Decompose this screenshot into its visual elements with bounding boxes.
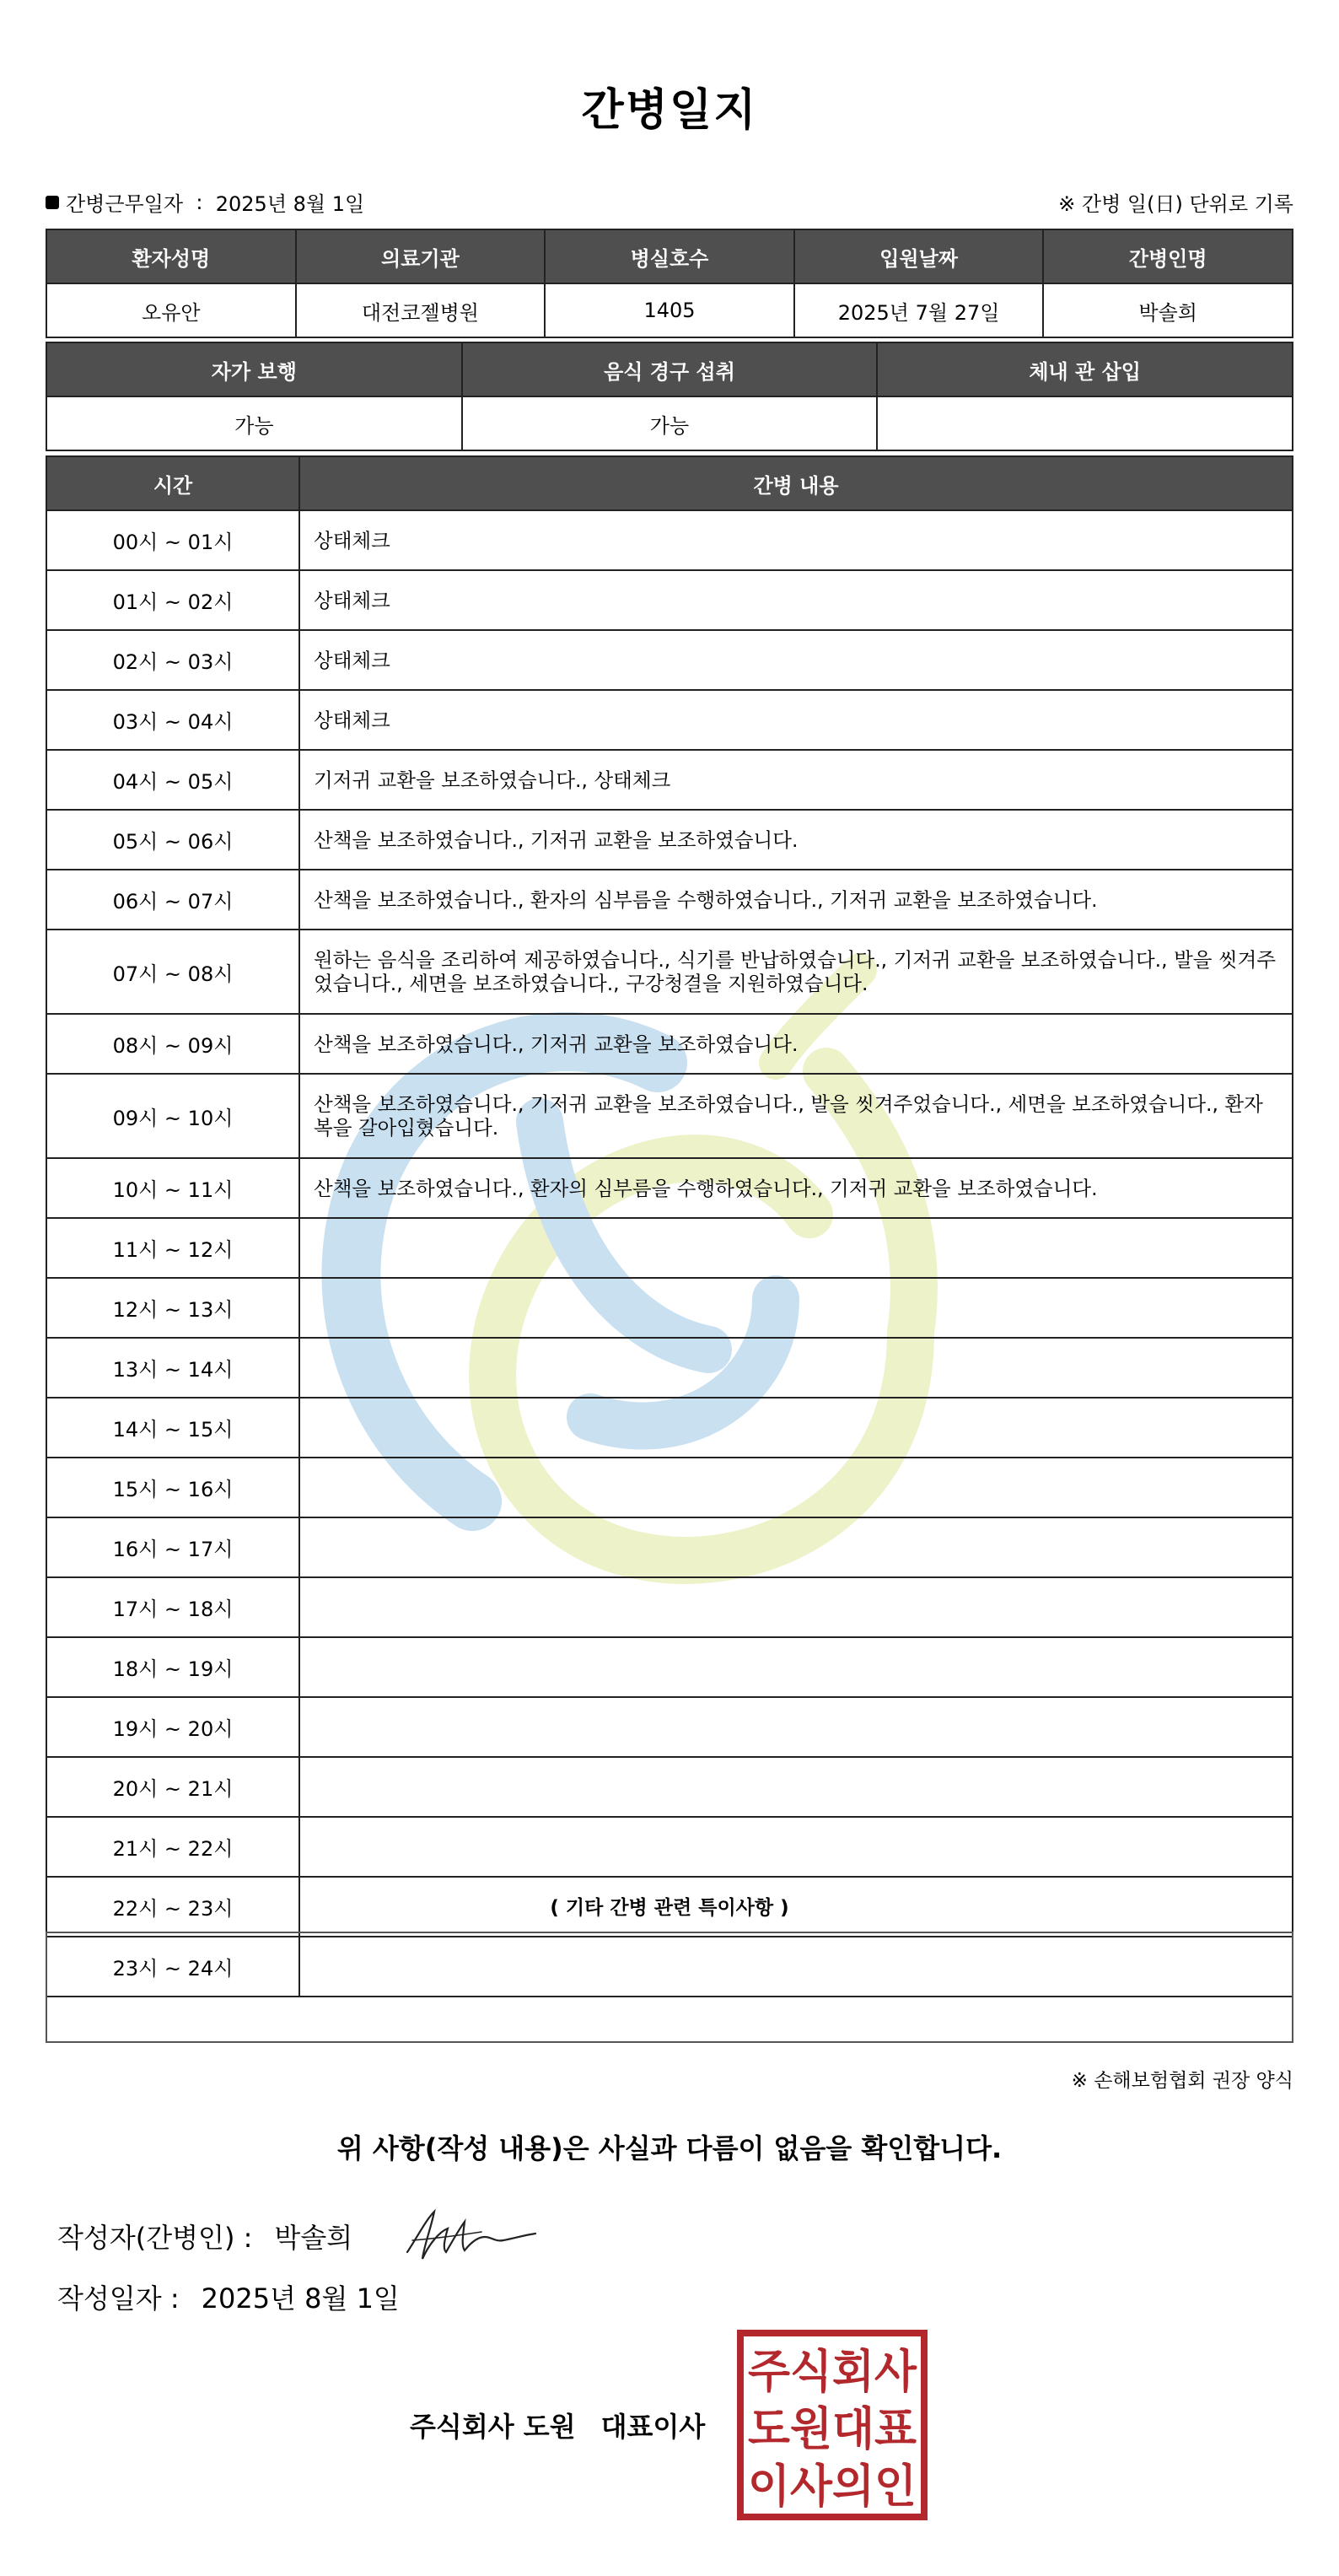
schedule-content — [299, 1517, 1293, 1577]
signature-image — [401, 2203, 544, 2267]
schedule-row — [46, 1697, 1293, 1757]
self-walking-value: 가능 — [46, 396, 462, 450]
schedule-time: 10시 ~ 11시 — [46, 1158, 299, 1218]
schedule-body — [46, 510, 1293, 1997]
schedule-time: 00시 ~ 01시 — [46, 510, 299, 570]
schedule-content — [299, 1218, 1293, 1278]
oral-intake-value: 가능 — [462, 396, 878, 450]
company-seal — [737, 2330, 928, 2520]
schedule-content — [299, 1757, 1293, 1817]
schedule-time: 22시 ~ 23시 — [46, 1877, 299, 1937]
recommend-note: ※ 손해보험협회 권장 양식 — [1071, 2070, 1293, 2092]
schedule-header-row — [46, 456, 1293, 510]
schedule-content: 기저귀 교환을 보조하였습니다., 상태체크 — [299, 750, 1293, 810]
schedule-row — [46, 1577, 1293, 1637]
schedule-row — [46, 1158, 1293, 1218]
work-date-label: 간병근무일자 — [66, 192, 184, 216]
caregiver-name: 박솔희 — [1043, 283, 1293, 337]
written-date-line — [57, 2277, 400, 2316]
confirm-statement: 위 사항(작성 내용)은 사실과 다름이 없음을 확인합니다. — [336, 2132, 1003, 2164]
header-tube-insertion: 체내 관 삽입 — [877, 342, 1293, 396]
schedule-time: 02시 ~ 03시 — [46, 630, 299, 690]
author-line — [57, 2217, 352, 2255]
schedule-content — [299, 1697, 1293, 1757]
schedule-row — [46, 570, 1293, 630]
schedule-row — [46, 930, 1293, 1014]
patient-info-table — [46, 229, 1293, 338]
work-date-value: 2025년 8월 1일 — [215, 192, 365, 216]
schedule-row — [46, 1338, 1293, 1398]
schedule-content: 상태체크 — [299, 510, 1293, 570]
schedule-time: 15시 ~ 16시 — [46, 1458, 299, 1517]
schedule-row — [46, 870, 1293, 930]
ability-value-row — [46, 396, 1293, 450]
schedule-time: 01시 ~ 02시 — [46, 570, 299, 630]
work-date-sep: : — [196, 190, 203, 214]
tube-insertion-value — [877, 396, 1293, 450]
patient-header-row — [46, 229, 1293, 283]
schedule-time: 06시 ~ 07시 — [46, 870, 299, 930]
seal-line: 이사의인 — [748, 2460, 917, 2513]
admission-date: 2025년 7월 27일 — [794, 283, 1044, 337]
company-line — [410, 2406, 705, 2444]
schedule-row — [46, 1757, 1293, 1817]
company-name: 주식회사 도원 — [410, 2411, 576, 2443]
schedule-time: 07시 ~ 08시 — [46, 930, 299, 1014]
ability-header-row — [46, 342, 1293, 396]
written-date-value: 2025년 8월 1일 — [201, 2282, 400, 2315]
schedule-row — [46, 1218, 1293, 1278]
schedule-row — [46, 1458, 1293, 1517]
schedule-content: 상태체크 — [299, 690, 1293, 750]
schedule-time: 17시 ~ 18시 — [46, 1577, 299, 1637]
schedule-time: 18시 ~ 19시 — [46, 1637, 299, 1697]
schedule-content: 상태체크 — [299, 630, 1293, 690]
schedule-time: 08시 ~ 09시 — [46, 1014, 299, 1074]
author-name: 박솔희 — [274, 2222, 353, 2254]
schedule-time: 11시 ~ 12시 — [46, 1218, 299, 1278]
schedule-row — [46, 690, 1293, 750]
schedule-content — [299, 1577, 1293, 1637]
care-schedule-table — [46, 455, 1293, 1997]
schedule-content — [299, 1817, 1293, 1877]
header-oral-intake: 음식 경구 섭취 — [462, 342, 878, 396]
schedule-content: 산책을 보조하였습니다., 환자의 심부름을 수행하였습니다., 기저귀 교환을 보조하였습니다. — [299, 870, 1293, 930]
schedule-row — [46, 1517, 1293, 1577]
schedule-time: 19시 ~ 20시 — [46, 1697, 299, 1757]
header-patient-name: 환자성명 — [46, 229, 296, 283]
schedule-time: 21시 ~ 22시 — [46, 1817, 299, 1877]
schedule-time: 14시 ~ 15시 — [46, 1398, 299, 1458]
record-note: ※ 간병 일(日) 단위로 기록 — [1058, 192, 1293, 216]
header-admission-date: 입원날짜 — [794, 229, 1044, 283]
schedule-content — [299, 1398, 1293, 1458]
schedule-content — [299, 1338, 1293, 1398]
seal-line: 도원대표 — [748, 2402, 917, 2455]
schedule-time: 16시 ~ 17시 — [46, 1517, 299, 1577]
schedule-time: 12시 ~ 13시 — [46, 1278, 299, 1338]
patient-value-row — [46, 283, 1293, 337]
hospital-name: 대전코젤병원 — [296, 283, 546, 337]
page-title: 간병일지 — [581, 85, 758, 136]
seal-line: 주식회사 — [748, 2345, 917, 2398]
schedule-content: 상태체크 — [299, 570, 1293, 630]
company-title: 대표이사 — [600, 2411, 706, 2443]
schedule-time: 03시 ~ 04시 — [46, 690, 299, 750]
header-hospital: 의료기관 — [296, 229, 546, 283]
author-label: 작성자(간병인) : — [57, 2222, 253, 2254]
patient-name: 오유안 — [46, 283, 296, 337]
schedule-content — [299, 1637, 1293, 1697]
schedule-row — [46, 510, 1293, 570]
notes-box — [46, 1932, 1293, 2043]
header-care-content: 간병 내용 — [299, 456, 1293, 510]
schedule-content — [299, 1278, 1293, 1338]
notes-title: ( 기타 간병 관련 특이사항 ) — [550, 1897, 789, 1919]
schedule-row — [46, 630, 1293, 690]
schedule-row — [46, 1278, 1293, 1338]
schedule-row — [46, 750, 1293, 810]
schedule-row — [46, 810, 1293, 870]
header-self-walking: 자가 보행 — [46, 342, 462, 396]
schedule-row — [46, 1637, 1293, 1697]
room-number: 1405 — [545, 283, 794, 337]
ability-table — [46, 342, 1293, 451]
schedule-row — [46, 1398, 1293, 1458]
work-date-line — [46, 187, 364, 217]
schedule-time: 23시 ~ 24시 — [46, 1937, 299, 1997]
header-room: 병실호수 — [545, 229, 794, 283]
schedule-content: 산책을 보조하였습니다., 기저귀 교환을 보조하였습니다., 발을 씻겨주었습니다., 세면을 보조하였습니다., 환자복을 갈아입혔습니다. — [299, 1074, 1293, 1158]
schedule-time: 13시 ~ 14시 — [46, 1338, 299, 1398]
schedule-time: 05시 ~ 06시 — [46, 810, 299, 870]
schedule-content: 산책을 보조하였습니다., 환자의 심부름을 수행하였습니다., 기저귀 교환을 보조하였습니다. — [299, 1158, 1293, 1218]
schedule-row — [46, 1074, 1293, 1158]
written-date-label: 작성일자 : — [57, 2282, 180, 2315]
schedule-time: 20시 ~ 21시 — [46, 1757, 299, 1817]
bullet-icon — [46, 196, 59, 209]
schedule-content: 원하는 음식을 조리하여 제공하였습니다., 식기를 반납하였습니다., 기저귀 교환을 보조하였습니다., 발을 씻겨주었습니다., 세면을 보조하였습니다., 구강청결을 지원하였습니다. — [299, 930, 1293, 1014]
schedule-content: 산책을 보조하였습니다., 기저귀 교환을 보조하였습니다. — [299, 1014, 1293, 1074]
schedule-row — [46, 1014, 1293, 1074]
header-caregiver: 간병인명 — [1043, 229, 1293, 283]
schedule-row — [46, 1817, 1293, 1877]
schedule-time: 04시 ~ 05시 — [46, 750, 299, 810]
header-time: 시간 — [46, 456, 299, 510]
schedule-content: 산책을 보조하였습니다., 기저귀 교환을 보조하였습니다. — [299, 810, 1293, 870]
schedule-content — [299, 1458, 1293, 1517]
schedule-time: 09시 ~ 10시 — [46, 1074, 299, 1158]
